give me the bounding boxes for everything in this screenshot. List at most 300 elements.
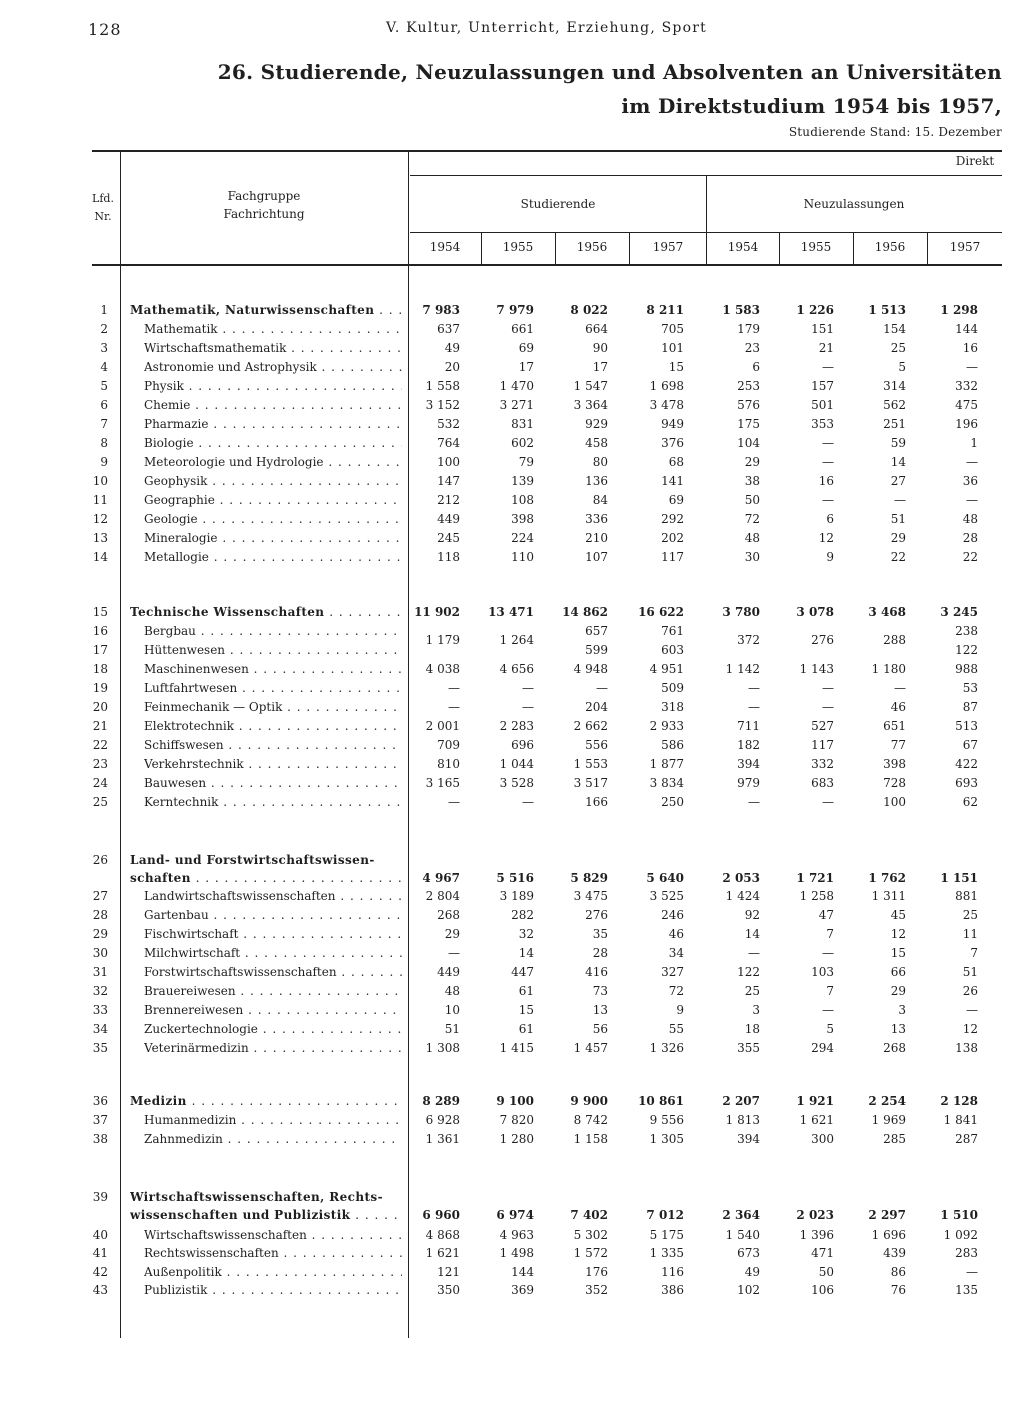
row-number: 41 (92, 1246, 108, 1260)
table-cell: 35 (592, 927, 608, 941)
table-cell: 182 (737, 738, 760, 752)
merged-cell: 276 (811, 633, 834, 647)
table-row (0, 1020, 1024, 1039)
table-cell: 881 (955, 889, 978, 903)
header-neuzulassungen: Neuzulassungen (803, 197, 905, 211)
table-cell: 276 (585, 908, 608, 922)
table-row (0, 453, 1024, 472)
table-cell: 38 (744, 474, 760, 488)
table-cell: 386 (661, 1283, 684, 1297)
table-row (0, 925, 1024, 944)
row-label: Bergbau . . . (144, 622, 402, 641)
table-cell: 1 311 (871, 889, 906, 903)
table-cell: 1 158 (573, 1132, 608, 1146)
row-number: 16 (92, 624, 108, 638)
table-cell: 4 951 (649, 662, 684, 676)
table-cell: 8 211 (646, 303, 684, 317)
table-cell: 599 (585, 643, 608, 657)
table-row (0, 529, 1024, 548)
row-label: Hüttenwesen . . . (144, 641, 402, 660)
table-cell: 4 656 (499, 662, 534, 676)
table-cell: 17 (592, 360, 608, 374)
table-cell: 1 151 (940, 871, 978, 885)
table-cell: 21 (818, 341, 834, 355)
table-cell: 6 960 (422, 1208, 460, 1222)
table-cell: 1 510 (940, 1208, 978, 1222)
table-cell: 5 829 (570, 871, 608, 885)
table-cell: 106 (811, 1283, 834, 1297)
table-cell: 314 (883, 379, 906, 393)
table-cell: 4 948 (573, 662, 608, 676)
row-label: Elektrotechnik . . . (144, 717, 402, 736)
table-cell: 6 (752, 360, 760, 374)
row-number: 3 (100, 341, 108, 355)
table-cell: 25 (962, 908, 978, 922)
table-cell: 29 (444, 927, 460, 941)
table-cell: 664 (585, 322, 608, 336)
table-cell: — (822, 493, 834, 507)
table-cell: 586 (661, 738, 684, 752)
table-cell: 1 498 (499, 1246, 534, 1260)
table-cell: 693 (955, 776, 978, 790)
table-cell: — (522, 795, 534, 809)
table-cell: 8 742 (573, 1113, 608, 1127)
row-label: Land- und Forstwirtschaftswissen- (130, 853, 375, 867)
row-number: 25 (92, 795, 108, 809)
header-year: 1957 (652, 240, 684, 254)
table-cell: — (894, 493, 906, 507)
table-cell: 84 (592, 493, 608, 507)
table-cell: 300 (811, 1132, 834, 1146)
table-cell: 2 001 (425, 719, 460, 733)
row-label: Verkehrstechnik . . . (144, 755, 402, 774)
table-cell: 1 044 (499, 757, 534, 771)
table-cell: 336 (585, 512, 608, 526)
table-cell: 46 (890, 700, 906, 714)
table-cell: 1 226 (796, 303, 834, 317)
table-cell: 48 (444, 984, 460, 998)
row-label: Metallogie . . . (144, 548, 402, 567)
table-cell: 3 (752, 1003, 760, 1017)
header-bottom-rule (92, 264, 1002, 266)
table-cell: 16 622 (638, 605, 684, 619)
table-row (0, 1130, 1024, 1149)
table-cell: 1 762 (868, 871, 906, 885)
row-label: Brennereiwesen . . . (144, 1001, 402, 1020)
table-cell: 1 696 (871, 1228, 906, 1242)
table-cell: 5 (898, 360, 906, 374)
table-cell: 14 862 (562, 605, 608, 619)
table-cell: 14 (518, 946, 534, 960)
row-number: 36 (92, 1094, 108, 1108)
table-cell: 3 189 (499, 889, 534, 903)
table-cell: 7 (970, 946, 978, 960)
table-cell: 61 (518, 1022, 534, 1036)
table-cell: 1 415 (499, 1041, 534, 1055)
table-cell: 350 (437, 1283, 460, 1297)
table-cell: 5 175 (649, 1228, 684, 1242)
table-cell: 394 (737, 757, 760, 771)
row-number: 10 (92, 474, 108, 488)
header-lfd-nr: Lfd. Nr. (92, 192, 114, 223)
table-cell: 1 621 (425, 1246, 460, 1260)
table-cell: 3 517 (573, 776, 608, 790)
table-cell: 157 (811, 379, 834, 393)
row-number: 8 (100, 436, 108, 450)
table-cell: 1 558 (425, 379, 460, 393)
table-cell: 9 (826, 550, 834, 564)
row-number: 7 (100, 417, 108, 431)
table-row (0, 377, 1024, 396)
table-row (0, 1244, 1024, 1263)
merged-cells-bergbau-huettenwesen (0, 631, 1024, 650)
table-cell: 1 258 (799, 889, 834, 903)
row-number: 33 (92, 1003, 108, 1017)
table-cell: 68 (668, 455, 684, 469)
table-cell: 562 (883, 398, 906, 412)
row-number: 15 (92, 605, 108, 619)
table-cell: 5 640 (646, 871, 684, 885)
row-label: schaften . . . (130, 869, 402, 888)
table-cell: — (822, 700, 834, 714)
row-label: Rechtswissenschaften . . . (144, 1244, 402, 1263)
table-row (0, 963, 1024, 982)
row-label: Landwirtschaftswissenschaften . . . (144, 887, 402, 906)
table-group-row (0, 851, 1024, 870)
table-cell: 3 271 (499, 398, 534, 412)
page-number: 128 (88, 20, 122, 39)
table-cell: — (822, 681, 834, 695)
table-cell: 11 902 (414, 605, 460, 619)
table-cell: 102 (737, 1283, 760, 1297)
table-cell: 4 963 (499, 1228, 534, 1242)
row-number: 18 (92, 662, 108, 676)
table-cell: — (596, 681, 608, 695)
table-cell: 8 022 (570, 303, 608, 317)
table-group-row (0, 1188, 1024, 1207)
table-cell: 72 (744, 512, 760, 526)
row-number: 5 (100, 379, 108, 393)
table-cell: 36 (962, 474, 978, 488)
table-cell: 475 (955, 398, 978, 412)
row-label: Geologie . . . (144, 510, 402, 529)
table-row (0, 1001, 1024, 1020)
table-cell: 86 (890, 1265, 906, 1279)
table-cell: 7 012 (646, 1208, 684, 1222)
table-cell: 509 (661, 681, 684, 695)
row-number: 20 (92, 700, 108, 714)
row-number: 43 (92, 1283, 108, 1297)
table-cell: 439 (883, 1246, 906, 1260)
table-cell: 532 (437, 417, 460, 431)
table-cell: 212 (437, 493, 460, 507)
table-row (0, 396, 1024, 415)
row-label: Außenpolitik . . . (144, 1263, 402, 1282)
row-label: Zuckertechnologie . . . (144, 1020, 402, 1039)
table-cell: 3 364 (573, 398, 608, 412)
table-row (0, 944, 1024, 963)
table-cell: 1 547 (573, 379, 608, 393)
table-cell: 527 (811, 719, 834, 733)
table-cell: 6 928 (425, 1113, 460, 1127)
table-cell: 657 (585, 624, 608, 638)
table-cell: 761 (661, 624, 684, 638)
table-cell: 72 (668, 984, 684, 998)
table-row (0, 906, 1024, 925)
table-cell: 90 (592, 341, 608, 355)
header-year: 1957 (949, 240, 981, 254)
row-number: 27 (92, 889, 108, 903)
table-cell: 51 (890, 512, 906, 526)
table-cell: 3 478 (649, 398, 684, 412)
table-row (0, 339, 1024, 358)
row-number: 17 (92, 643, 108, 657)
table-cell: 32 (518, 927, 534, 941)
table-cell: 49 (444, 341, 460, 355)
table-cell: 1 361 (425, 1132, 460, 1146)
table-cell: 3 475 (573, 889, 608, 903)
table-cell: 59 (890, 436, 906, 450)
table-cell: 67 (962, 738, 978, 752)
header-year: 1955 (502, 240, 534, 254)
table-cell: 144 (511, 1265, 534, 1279)
table-cell: 138 (955, 1041, 978, 1055)
table-cell: 447 (511, 965, 534, 979)
table-cell: 50 (818, 1265, 834, 1279)
table-cell: — (822, 1003, 834, 1017)
row-label: Wirtschaftswissenschaften, Rechts- (130, 1190, 383, 1204)
row-label: Geophysik . . . (144, 472, 402, 491)
header-year: 1954 (429, 240, 461, 254)
row-number: 11 (92, 493, 108, 507)
table-cell: 4 967 (422, 871, 460, 885)
row-number: 40 (92, 1228, 108, 1242)
table-cell: 449 (437, 512, 460, 526)
table-cell: 2 662 (573, 719, 608, 733)
table-row (0, 679, 1024, 698)
table-group-row (0, 869, 1024, 888)
row-number: 1 (100, 303, 108, 317)
table-cell: 13 471 (488, 605, 534, 619)
row-label: Veterinärmedizin . . . (144, 1039, 402, 1058)
table-cell: 62 (962, 795, 978, 809)
row-label: Pharmazie . . . (144, 415, 402, 434)
row-number: 19 (92, 681, 108, 695)
header-studierende: Studierende (520, 197, 596, 211)
table-cell: 202 (661, 531, 684, 545)
table-cell: 1 335 (649, 1246, 684, 1260)
table-cell: 22 (962, 550, 978, 564)
table-cell: 318 (661, 700, 684, 714)
table-cell: 3 528 (499, 776, 534, 790)
table-cell: — (748, 795, 760, 809)
table-cell: 831 (511, 417, 534, 431)
table-cell: 122 (955, 643, 978, 657)
table-cell: 87 (962, 700, 978, 714)
table-cell: 18 (744, 1022, 760, 1036)
table-cell: 28 (592, 946, 608, 960)
table-cell: 139 (511, 474, 534, 488)
table-cell: — (822, 360, 834, 374)
table-cell: — (966, 455, 978, 469)
row-label: Technische Wissenschaften . . . (130, 603, 402, 622)
table-cell: 1 969 (871, 1113, 906, 1127)
table-cell: 9 900 (570, 1094, 608, 1108)
row-label: Mineralogie . . . (144, 529, 402, 548)
table-cell: 332 (811, 757, 834, 771)
table-cell: 48 (744, 531, 760, 545)
table-cell: 1 298 (940, 303, 978, 317)
table-row (0, 491, 1024, 510)
table-cell: 34 (668, 946, 684, 960)
table-cell: — (448, 795, 460, 809)
table-cell: 556 (585, 738, 608, 752)
row-number: 39 (92, 1190, 108, 1204)
table-cell: 602 (511, 436, 534, 450)
row-label: wissenschaften und Publizistik . . . (130, 1206, 402, 1225)
table-cell: 458 (585, 436, 608, 450)
table-cell: 369 (511, 1283, 534, 1297)
table-cell: 398 (511, 512, 534, 526)
row-number: 28 (92, 908, 108, 922)
table-cell: — (822, 455, 834, 469)
table-cell: 56 (592, 1022, 608, 1036)
table-cell: 69 (518, 341, 534, 355)
row-label: Fischwirtschaft . . . (144, 925, 402, 944)
table-cell: 292 (661, 512, 684, 526)
table-cell: 3 152 (425, 398, 460, 412)
table-cell: 53 (962, 681, 978, 695)
table-cell: 3 (898, 1003, 906, 1017)
table-cell: 20 (444, 360, 460, 374)
table-cell: — (966, 1265, 978, 1279)
table-subtitle: Studierende Stand: 15. Dezember (788, 125, 1002, 139)
row-number: 29 (92, 927, 108, 941)
table-cell: 80 (592, 455, 608, 469)
row-label: Bauwesen . . . (144, 774, 402, 793)
table-cell: 7 402 (570, 1208, 608, 1222)
table-cell: 107 (585, 550, 608, 564)
table-cell: 5 302 (573, 1228, 608, 1242)
table-cell: 166 (585, 795, 608, 809)
table-row (0, 434, 1024, 453)
table-cell: 245 (437, 531, 460, 545)
table-cell: 15 (890, 946, 906, 960)
row-label: Brauereiwesen . . . (144, 982, 402, 1001)
table-cell: 3 525 (649, 889, 684, 903)
table-cell: 705 (661, 322, 684, 336)
row-label: Physik . . . (144, 377, 402, 396)
table-row (0, 982, 1024, 1001)
table-row (0, 358, 1024, 377)
row-number: 35 (92, 1041, 108, 1055)
row-number: 23 (92, 757, 108, 771)
row-number: 14 (92, 550, 108, 564)
table-cell: 154 (883, 322, 906, 336)
row-label: Zahnmedizin . . . (144, 1130, 402, 1149)
table-cell: 1 540 (725, 1228, 760, 1242)
table-cell: 26 (962, 984, 978, 998)
table-cell: 1 470 (499, 379, 534, 393)
table-cell: 7 820 (499, 1113, 534, 1127)
table-cell: 118 (437, 550, 460, 564)
table-cell: 116 (661, 1265, 684, 1279)
table-cell: 673 (737, 1246, 760, 1260)
table-cell: 122 (737, 965, 760, 979)
table-cell: — (522, 681, 534, 695)
table-row (0, 1111, 1024, 1130)
row-label: Geographie . . . (144, 491, 402, 510)
top-rule (92, 150, 1002, 152)
table-cell: 1 424 (725, 889, 760, 903)
table-cell: 69 (668, 493, 684, 507)
table-cell: 603 (661, 643, 684, 657)
row-label: Luftfahrtwesen . . . (144, 679, 402, 698)
table-cell: — (748, 700, 760, 714)
table-cell: 285 (883, 1132, 906, 1146)
row-label: Wirtschaftswissenschaften . . . (144, 1226, 402, 1245)
table-cell: 29 (890, 531, 906, 545)
table-cell: — (822, 436, 834, 450)
table-cell: 287 (955, 1132, 978, 1146)
table-cell: 210 (585, 531, 608, 545)
row-label: Kerntechnik . . . (144, 793, 402, 812)
table-cell: 12 (818, 531, 834, 545)
table-cell: 144 (955, 322, 978, 336)
table-row (0, 774, 1024, 793)
table-cell: — (894, 681, 906, 695)
table-cell: 104 (737, 436, 760, 450)
table-cell: 4 868 (425, 1228, 460, 1242)
table-cell: — (448, 946, 460, 960)
table-cell: 352 (585, 1283, 608, 1297)
row-number: 6 (100, 398, 108, 412)
table-cell: 12 (890, 927, 906, 941)
table-cell: 55 (668, 1022, 684, 1036)
row-label: Feinmechanik — Optik . . . (144, 698, 402, 717)
table-cell: 16 (818, 474, 834, 488)
table-cell: 251 (883, 417, 906, 431)
table-cell: 66 (890, 965, 906, 979)
table-cell: 175 (737, 417, 760, 431)
table-cell: 1 553 (573, 757, 608, 771)
merged-cell: 1 179 (425, 633, 460, 647)
table-cell: 224 (511, 531, 534, 545)
table-cell: 449 (437, 965, 460, 979)
table-cell: 728 (883, 776, 906, 790)
table-cell: — (966, 1003, 978, 1017)
table-cell: 46 (668, 927, 684, 941)
table-cell: 151 (811, 322, 834, 336)
table-cell: 147 (437, 474, 460, 488)
table-cell: 29 (744, 455, 760, 469)
table-cell: 5 516 (496, 871, 534, 885)
table-group-row (0, 1206, 1024, 1225)
table-row (0, 736, 1024, 755)
table-cell: 711 (737, 719, 760, 733)
table-cell: 355 (737, 1041, 760, 1055)
table-cell: 988 (955, 662, 978, 676)
table-cell: 100 (883, 795, 906, 809)
table-cell: 141 (661, 474, 684, 488)
table-cell: 50 (744, 493, 760, 507)
table-cell: 2 933 (649, 719, 684, 733)
table-cell: 246 (661, 908, 684, 922)
table-cell: 13 (890, 1022, 906, 1036)
table-row (0, 1039, 1024, 1058)
table-cell: 12 (962, 1022, 978, 1036)
table-row (0, 793, 1024, 812)
